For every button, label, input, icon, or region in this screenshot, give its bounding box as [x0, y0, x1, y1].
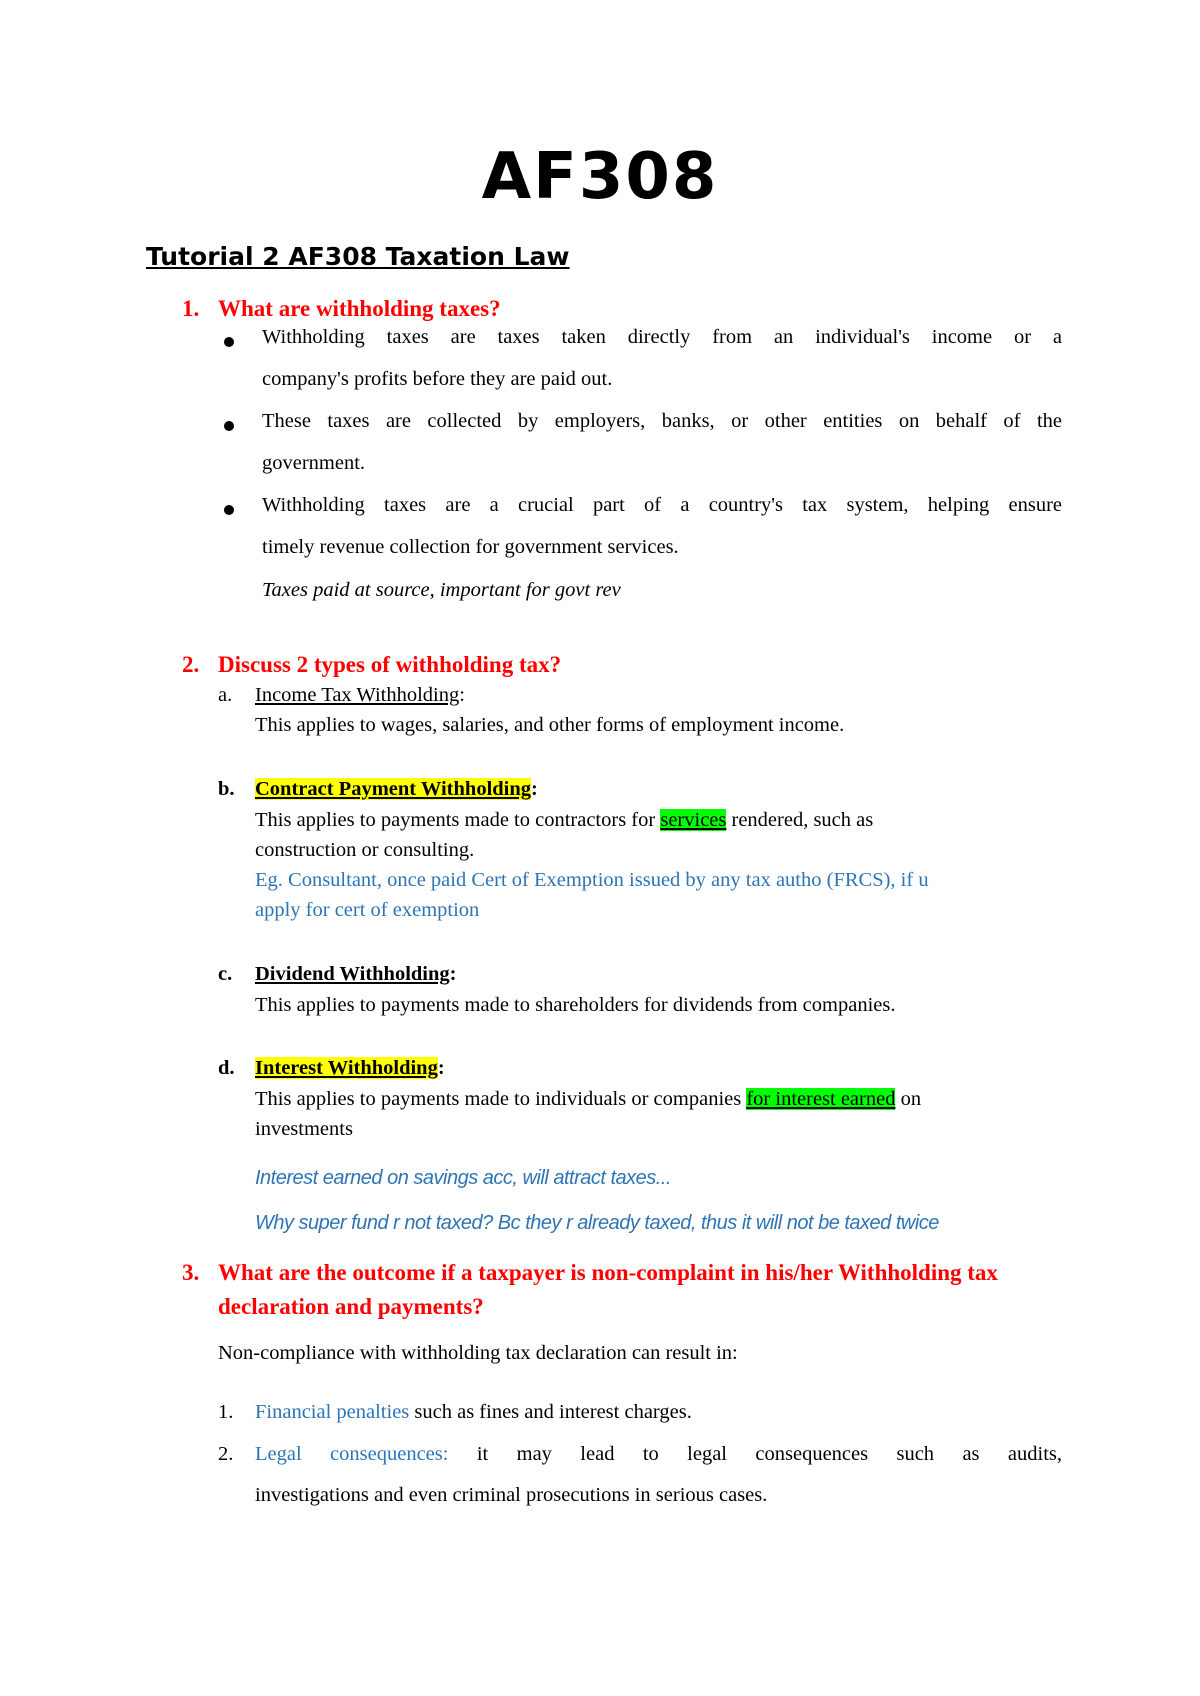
q2-a-letter: a. — [218, 684, 233, 706]
question-3-line-2: declaration and payments? — [218, 1294, 484, 1319]
q2-b-note-line-1: Eg. Consultant, once paid Cert of Exemption issued by any tax autho (FRCS), if u — [255, 869, 929, 891]
q1-bullet-1-line-2: company's profits before they are paid out. — [262, 368, 613, 390]
q3-item-1 — [255, 1401, 692, 1424]
question-1 — [0, 296, 1200, 326]
q3-item-2-rest-line-1: it may lead to legal consequences such as audits, — [448, 1443, 1062, 1465]
q1-bullet-1-line-1: Withholding taxes are taxes taken directly from an individual's income or a — [262, 326, 1062, 348]
question-3-line-1: What are the outcome if a taxpayer is non-complaint in his/her Withholding tax — [218, 1260, 998, 1285]
q3-item-2-term: Legal consequences: — [255, 1443, 449, 1465]
question-3-number: 3. — [182, 1260, 200, 1285]
bullet-icon — [224, 505, 234, 515]
q3-intro: Non-compliance with withholding tax declaration can result in: — [218, 1342, 738, 1364]
q2-b-desc-post: rendered, such as — [726, 809, 874, 831]
q2-b-description-line-2: construction or consulting. — [255, 839, 475, 861]
q2-b-colon: : — [531, 778, 538, 800]
q2-c-letter: c. — [218, 963, 233, 985]
q2-d-heading: Interest Withholding — [255, 1057, 438, 1079]
bullet-icon — [224, 337, 234, 347]
q1-bullet-3-line-1: Withholding taxes are a crucial part of a country's tax system, helping ensure — [262, 494, 1062, 516]
q2-d-heading-line — [255, 1057, 445, 1080]
q2-c-description: This applies to payments made to shareholders for dividends from companies. — [255, 994, 896, 1016]
q2-b-heading-line — [255, 778, 538, 801]
q2-d-description-line-1 — [255, 1088, 921, 1111]
q1-bullet-2-line-1: These taxes are collected by employers, banks, or other entities on behalf of the — [262, 410, 1062, 432]
q2-b-note-line-2: apply for cert of exemption — [255, 899, 480, 921]
q3-item-1-rest: such as fines and interest charges. — [409, 1401, 692, 1423]
q2-a-colon: : — [459, 684, 465, 706]
q2-d-desc-post: on — [895, 1088, 922, 1110]
question-2-number: 2. — [182, 652, 200, 677]
q2-d-note-1: Interest earned on savings acc, will attract taxes... — [255, 1167, 671, 1189]
q1-bullet-2-line-2: government. — [262, 452, 366, 474]
bullet-icon — [224, 421, 234, 431]
question-1-number: 1. — [182, 296, 200, 321]
document-subtitle: Tutorial 2 AF308 Taxation Law — [146, 242, 570, 271]
q2-a-heading: Income Tax Withholding — [255, 684, 460, 706]
q2-b-desc-pre: This applies to payments made to contractors for — [255, 809, 661, 831]
q3-item-2-number: 2. — [218, 1443, 234, 1465]
q2-b-description-line-1 — [255, 809, 873, 832]
question-2 — [0, 652, 1200, 682]
q2-b-letter: b. — [218, 778, 235, 800]
q3-item-2-line-2: investigations and even criminal prosecutions in serious cases. — [255, 1484, 768, 1506]
q3-item-2-line-1 — [255, 1443, 1062, 1466]
q2-b-heading: Contract Payment Withholding — [255, 778, 532, 800]
q2-d-description-line-2: investments — [255, 1118, 353, 1140]
q2-a-description: This applies to wages, salaries, and other forms of employment income. — [255, 714, 845, 736]
q1-note: Taxes paid at source, important for govt rev — [262, 579, 621, 601]
q2-d-colon: : — [437, 1057, 445, 1079]
q2-c-heading: Dividend Withholding — [255, 963, 450, 985]
q2-d-desc-pre: This applies to payments made to individuals or companies — [255, 1088, 747, 1110]
question-2-text: Discuss 2 types of withholding tax? — [218, 652, 562, 677]
q2-a-heading-line — [255, 684, 465, 707]
q3-item-1-number: 1. — [218, 1401, 234, 1423]
q2-c-colon: : — [449, 963, 457, 985]
question-1-text: What are withholding taxes? — [218, 296, 501, 321]
q3-item-1-term: Financial penalties — [255, 1401, 410, 1423]
document-title: AF308 — [481, 140, 719, 214]
q2-d-letter: d. — [218, 1057, 235, 1079]
question-3 — [0, 1260, 1200, 1290]
q2-d-desc-highlight: for interest earned — [746, 1088, 896, 1110]
q2-b-desc-highlight: services — [660, 809, 727, 831]
q1-bullet-3-line-2: timely revenue collection for government services. — [262, 536, 679, 558]
q2-c-heading-line — [255, 963, 456, 986]
q2-d-note-2: Why super fund r not taxed? Bc they r already taxed, thus it will not be taxed twice — [255, 1212, 939, 1234]
